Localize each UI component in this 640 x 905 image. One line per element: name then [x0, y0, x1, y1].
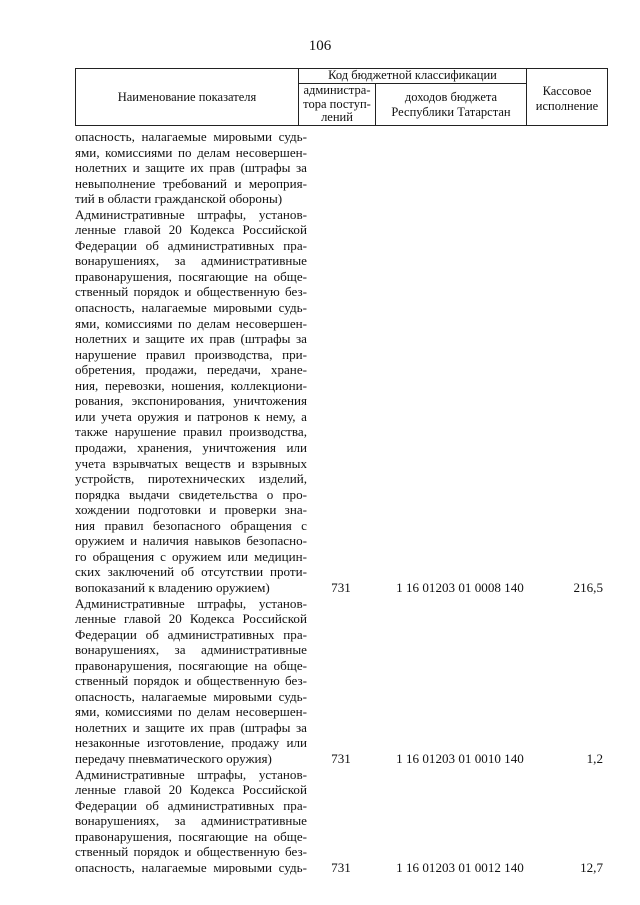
- row-line: ленные главой 20 Кодекса Российской: [75, 222, 307, 238]
- row-line: тий в области гражданской обороны): [75, 191, 283, 207]
- row-line: ственный порядок и общественную без-: [75, 284, 307, 300]
- row-line: ленные главой 20 Кодекса Российской: [75, 611, 307, 627]
- row-line: нолетних и защите их прав (штрафы за: [75, 719, 307, 735]
- row-line: Административные штрафы, установ-: [75, 595, 307, 611]
- row-line: также нарушение правил производства,: [75, 424, 307, 440]
- row-line: обретения, продажи, передачи, хране-: [75, 362, 307, 378]
- row-line: го обращения с оружием или медицин-: [75, 548, 307, 564]
- row-line: опасность, налагаемые мировыми судь-: [75, 859, 307, 875]
- row-line: опасность, налагаемые мировыми судь-: [75, 688, 307, 704]
- row-description: [75, 767, 307, 876]
- row-line: ния правил безопасного обращения с: [75, 517, 307, 533]
- header-cash-line: Кассовое: [542, 84, 592, 98]
- row-admin-code: 731: [331, 580, 351, 595]
- row-line: ленные главой 20 Кодекса Российской: [75, 782, 307, 798]
- header-admin-line: администра-: [303, 83, 371, 97]
- row-amount: 216,5: [573, 580, 603, 595]
- row-line: или учета оружия и патронов к нему, а: [75, 408, 307, 424]
- row-line: опасность, налагаемые мировыми судь-: [75, 129, 307, 144]
- row-line: Федерации об административных пра-: [75, 237, 307, 253]
- header-right-border: [607, 68, 608, 126]
- row-line: Административные штрафы, установ-: [75, 766, 307, 782]
- row-line: учета взрывчатых веществ и взрывных: [75, 455, 307, 471]
- row-line: ния, перевозки, ношения, коллекциони-: [75, 377, 307, 393]
- row-line: незаконные изготовление, продажу или: [75, 735, 307, 751]
- row-line: вопоказаний к владению оружием): [75, 579, 270, 595]
- row-line: ями, комиссиями по делам несовершен-: [75, 144, 307, 160]
- row-line: ских заключений об отсутствии проти-: [75, 564, 307, 580]
- header-name-label: Наименование показателя: [117, 90, 257, 104]
- header-income-line: доходов бюджета: [404, 90, 498, 104]
- row-line: оружием и наличия навыков безопасно-: [75, 533, 307, 549]
- row-line: рования, экспонирования, уничтожения: [75, 393, 307, 409]
- row-line: правонарушения, посягающие на обще-: [75, 268, 307, 284]
- row-line: хождении подготовки и проверки зна-: [75, 502, 307, 518]
- row-line: вонарушениях, за административные: [75, 253, 307, 269]
- row-budget-code: 1 16 01203 01 0010 140: [396, 751, 524, 766]
- row-line: нолетних и защите их прав (штрафы за: [75, 160, 307, 176]
- row-line: Административные штрафы, установ-: [75, 206, 307, 222]
- row-amount: 12,7: [580, 860, 603, 875]
- row-amount: 1,2: [586, 751, 603, 766]
- row-line: Федерации об административных пра-: [75, 626, 307, 642]
- row-line: вонарушениях, за административные: [75, 642, 307, 658]
- row-line: правонарушения, посягающие на обще-: [75, 657, 307, 673]
- row-line: ями, комиссиями по делам несовершен-: [75, 315, 307, 331]
- row-budget-code: 1 16 01203 01 0012 140: [396, 860, 524, 875]
- row-line: ственный порядок и общественную без-: [75, 673, 307, 689]
- row-line: порядка выдачи свидетельства о про-: [75, 486, 307, 502]
- row-line: устройств, пиротехнических изделий,: [75, 471, 307, 487]
- row-description: [75, 596, 307, 767]
- header-admin-line: тора поступ-: [303, 96, 371, 111]
- header-income-column: [376, 90, 526, 120]
- page-number: 106: [308, 38, 332, 54]
- header-kbk-group: [299, 68, 526, 83]
- row-line: ями, комиссиями по делам несовершен-: [75, 704, 307, 720]
- row-budget-code: 1 16 01203 01 0008 140: [396, 580, 524, 595]
- header-admin-column: [299, 84, 375, 125]
- header-kbk-label: Код бюджетной классификации: [328, 68, 497, 82]
- header-income-line: Республики Татарстан: [391, 105, 511, 119]
- row-line: вонарушениях, за административные: [75, 813, 307, 829]
- row-line: продажи, хранения, уничтожения или: [75, 439, 307, 455]
- row-line: передачу пневматического оружия): [75, 750, 272, 766]
- row-line: нарушение правил производства, при-: [75, 346, 307, 362]
- header-cash-line: исполнение: [535, 99, 599, 113]
- row-line: ственный порядок и общественную без-: [75, 844, 307, 860]
- header-bottom-border: [75, 125, 608, 126]
- header-admin-line: лений: [321, 110, 353, 124]
- row-admin-code: 731: [331, 860, 351, 875]
- row-line: нолетних и защите их прав (штрафы за: [75, 331, 307, 347]
- header-name-column: [76, 90, 298, 105]
- row-line: опасность, налагаемые мировыми судь-: [75, 300, 307, 316]
- row-admin-code: 731: [331, 751, 351, 766]
- row-description: [75, 129, 307, 207]
- row-description: [75, 207, 307, 596]
- row-line: невыполнение требований и мероприя-: [75, 175, 307, 191]
- header-cash-column: [527, 84, 607, 114]
- row-line: правонарушения, посягающие на обще-: [75, 828, 307, 844]
- row-line: Федерации об административных пра-: [75, 797, 307, 813]
